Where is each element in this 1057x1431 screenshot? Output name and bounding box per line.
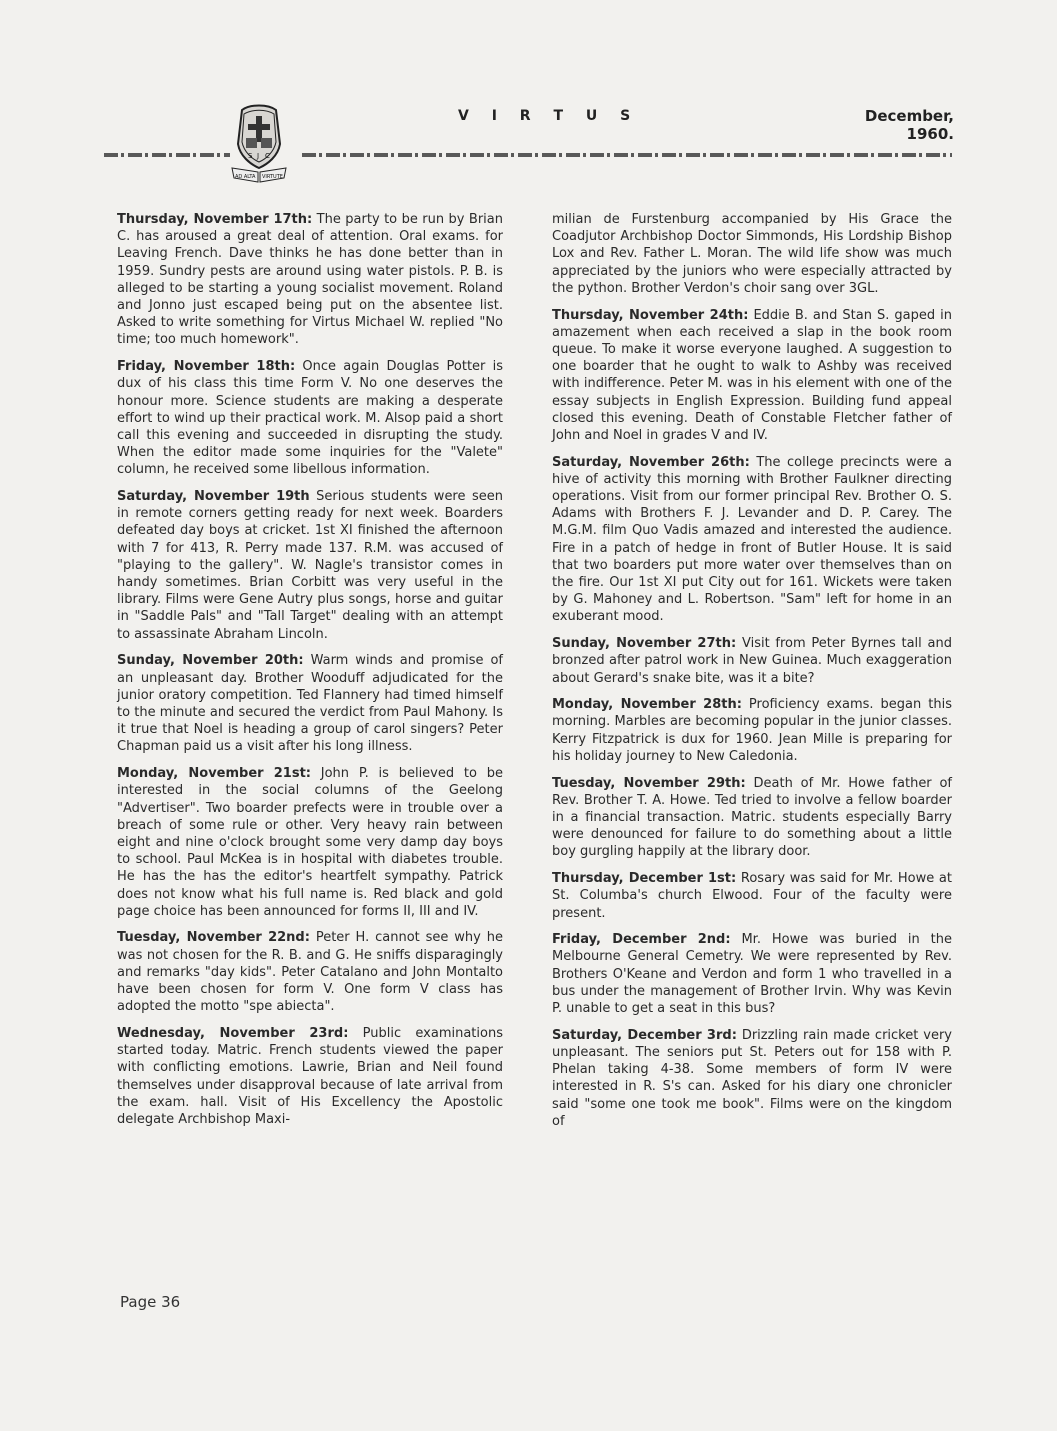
left-column	[117, 211, 503, 1138]
entry-heading: Wednesday, November 23rd:	[117, 1025, 349, 1041]
entry-heading: Friday, November 18th:	[117, 359, 296, 375]
crest-letter-j: J	[257, 152, 260, 160]
entry-heading: Tuesday, November 22nd:	[117, 930, 310, 946]
entry-text: Peter H. cannot see why he was not chosen for the R. B. and G. He sniffs disparagingly and remarks "day kids". Peter Catalano and John Montalto have been chosen for form V. One form V class has adopted the motto "spe abiecta".	[117, 930, 503, 1015]
magazine-title: V I R T U S	[458, 108, 640, 124]
entry-text: Death of Mr. Howe father of Rev. Brother T. A. Howe. Ted tried to involve a fellow boarder in a financial transaction. Matric. students especially Barry were denounced for failure to do something about a little boy gurgling happily at the library door.	[552, 775, 952, 860]
diary-entry	[117, 652, 503, 755]
entry-text: Drizzling rain made cricket very unpleasant. The seniors put St. Peters out for 158 with P. Phelan taking 4-38. Some members of form IV were interested in R. S's can. Asked for his diary one chronicler said "some one took me book". Films were on the kingdom of	[552, 1027, 952, 1129]
entry-text: milian de Furstenburg accompanied by His Grace the Coadjutor Archbishop Doctor Simmonds, His Lordship Bishop Lox and Rev. Father L. Moran. The wild life show was much appreciated by the juniors who were especially attracted by the python. Brother Verdon's choir sang over 3GL.	[552, 212, 952, 296]
crest-motto-right: VIRTUTE	[262, 174, 283, 180]
diary-entry	[552, 454, 952, 626]
entry-text: The party to be run by Brian C. has aroused a great deal of attention. Oral exams. for Leaving French. Dave thinks he has done better than in 1959. Sundry pests are around using water pistols. P. B. is alleged to be starting a young socialist movement. Roland and Jonno just escaped being put on the absentee list. Asked to write something for Virtus Michael W. replied "No time; too much homework".	[117, 212, 503, 348]
entry-heading: Thursday, December 1st:	[552, 871, 737, 887]
diary-entry	[552, 931, 952, 1017]
entry-heading: Saturday, November 26th:	[552, 454, 750, 470]
entry-heading: Tuesday, November 29th:	[552, 775, 746, 791]
diary-entry	[117, 211, 503, 349]
diary-entry	[552, 775, 952, 861]
diary-entry	[117, 1025, 503, 1128]
entry-text: Rosary was said for Mr. Howe at St. Columba's church Elwood. Four of the faculty were present.	[552, 871, 952, 921]
diary-entry-continued	[552, 211, 952, 297]
crest-motto-left: AD ALTA	[235, 174, 256, 180]
entry-text: Once again Douglas Potter is dux of his class this time Form V. No one deserves the honour more. Science students are making a desperate effort to wind up their practical work. M. Alsop paid a short call this evening and succeeded in disrupting the study. When the editor made some inquiries for the "Valete" column, he received some libellous information.	[117, 359, 503, 478]
entry-text: John P. is believed to be interested in the social columns of the Geelong "Advertiser". Two boarder prefects were in trouble over a breach of some rule or other. Very heavy rain between eight and nine o'clock brought some very damp day boys to school. Paul McKea is in hospital with diabetes trouble. He has the has the editor's heartfelt sympathy. Patrick does not know what his full name is. Red black and gold page choice has been announced for forms II, III and IV.	[117, 766, 503, 919]
entry-heading: Thursday, November 24th:	[552, 307, 749, 323]
entry-heading: Sunday, November 27th:	[552, 636, 737, 652]
entry-heading: Monday, November 28th:	[552, 697, 742, 713]
entry-text: Proficiency exams. began this morning. Marbles are becoming popular in the junior classes. Kerry Fitzpatrick is dux for 1960. Jean Mille is preparing for his holiday journey to New Caledonia.	[552, 697, 952, 764]
entry-heading: Sunday, November 20th:	[117, 653, 304, 669]
school-crest-logo	[230, 104, 288, 184]
entry-text: Warm winds and promise of an unpleasant day. Brother Wooduff adjudicated for the junior oratory competition. Ted Flannery had timed himself to the minute and secured the verdict from Paul Mahony. Is it true that Noel is heading a group of carol singers? Peter Chapman paid us a visit after his long illness.	[117, 653, 503, 755]
entry-heading: Monday, November 21st:	[117, 766, 311, 782]
diary-entry	[552, 696, 952, 765]
entry-heading: Saturday, December 3rd:	[552, 1027, 737, 1043]
entry-text: Eddie B. and Stan S. gaped in amazement when each received a slap in the book room queue. To make it worse everyone laughed. A suggestion to one boarder that he ought to walk to Ashby was received with indifference. Peter M. was in his element with one of the essay subjects in English Expression. Building fund appeal closed this evening. Death of Constable Fletcher father of John and Noel in grades V and IV.	[552, 307, 952, 443]
diary-entry	[117, 488, 503, 643]
entry-text: Visit from Peter Byrnes tall and bronzed after patrol work in New Guinea. Much exaggeration about Gerard's snake bite, was it a bite?	[552, 636, 952, 686]
header-rule-left	[104, 153, 230, 157]
diary-entry	[552, 1027, 952, 1130]
entry-heading: Thursday, November 17th:	[117, 212, 313, 227]
entry-text: The college precincts were a hive of activity this morning with Brother Faulkner directing operations. Visit from our former principal Rev. Brother O. S. Adams with Brothers F. J. Levander and D. P. Carey. The M.G.M. film Quo Vadis amazed and interested the audience. Fire in a patch of hedge in front of Butler House. It is said that two boarders put more water over themselves than on the fire. Our 1st XI put City out for 161. Wickets were taken by G. Mahoney and L. Robertson. "Sam" left for home in an exuberant mood.	[552, 454, 953, 625]
diary-entry	[552, 307, 952, 445]
entry-heading: Friday, December 2nd:	[552, 932, 731, 948]
entry-text: Serious students were seen in remote corners getting ready for next week. Boarders defeated day boys at cricket. 1st XI finished the afternoon with 7 for 413, R. Perry made 137. R.M. was accused of "playing to the gallery". W. Nagle's transistor comes in handy sometimes. Brian Corbitt was very useful in the library. Films were Gene Autry plus songs, horse and guitar in "Saddle Pals" and "Tall Target" dealing with an attempt to assassinate Abraham Lincoln.	[117, 489, 504, 642]
diary-entry	[117, 765, 503, 920]
crest-letter-c: C	[265, 152, 270, 160]
entry-heading: Saturday, November 19th	[117, 489, 310, 505]
entry-text: Public examinations started today. Matric. French students viewed the paper with conflicting emotions. Lawrie, Brian and Neil found themselves under disapproval because of late arrival from the exam. hall. Visit of His Excellency the Apostolic delegate Archbishop Maxi-	[117, 1025, 503, 1127]
crest-letter-s: S	[248, 152, 253, 160]
diary-entry	[117, 358, 503, 478]
issue-date: December, 1960.	[864, 107, 954, 143]
diary-entry	[552, 635, 952, 687]
diary-entry	[552, 870, 952, 922]
header-rule-right	[302, 153, 952, 157]
entry-text: Mr. Howe was buried in the Melbourne General Cemetry. We were represented by Rev. Brothers O'Keane and Verdon and form 1 who travelled in a bus under the management of Brother Irvin. Why was Kevin P. unable to get a seat in this bus?	[552, 932, 952, 1017]
right-column	[552, 211, 952, 1139]
diary-entry	[117, 929, 503, 1015]
page-number: Page 36	[120, 1293, 181, 1311]
